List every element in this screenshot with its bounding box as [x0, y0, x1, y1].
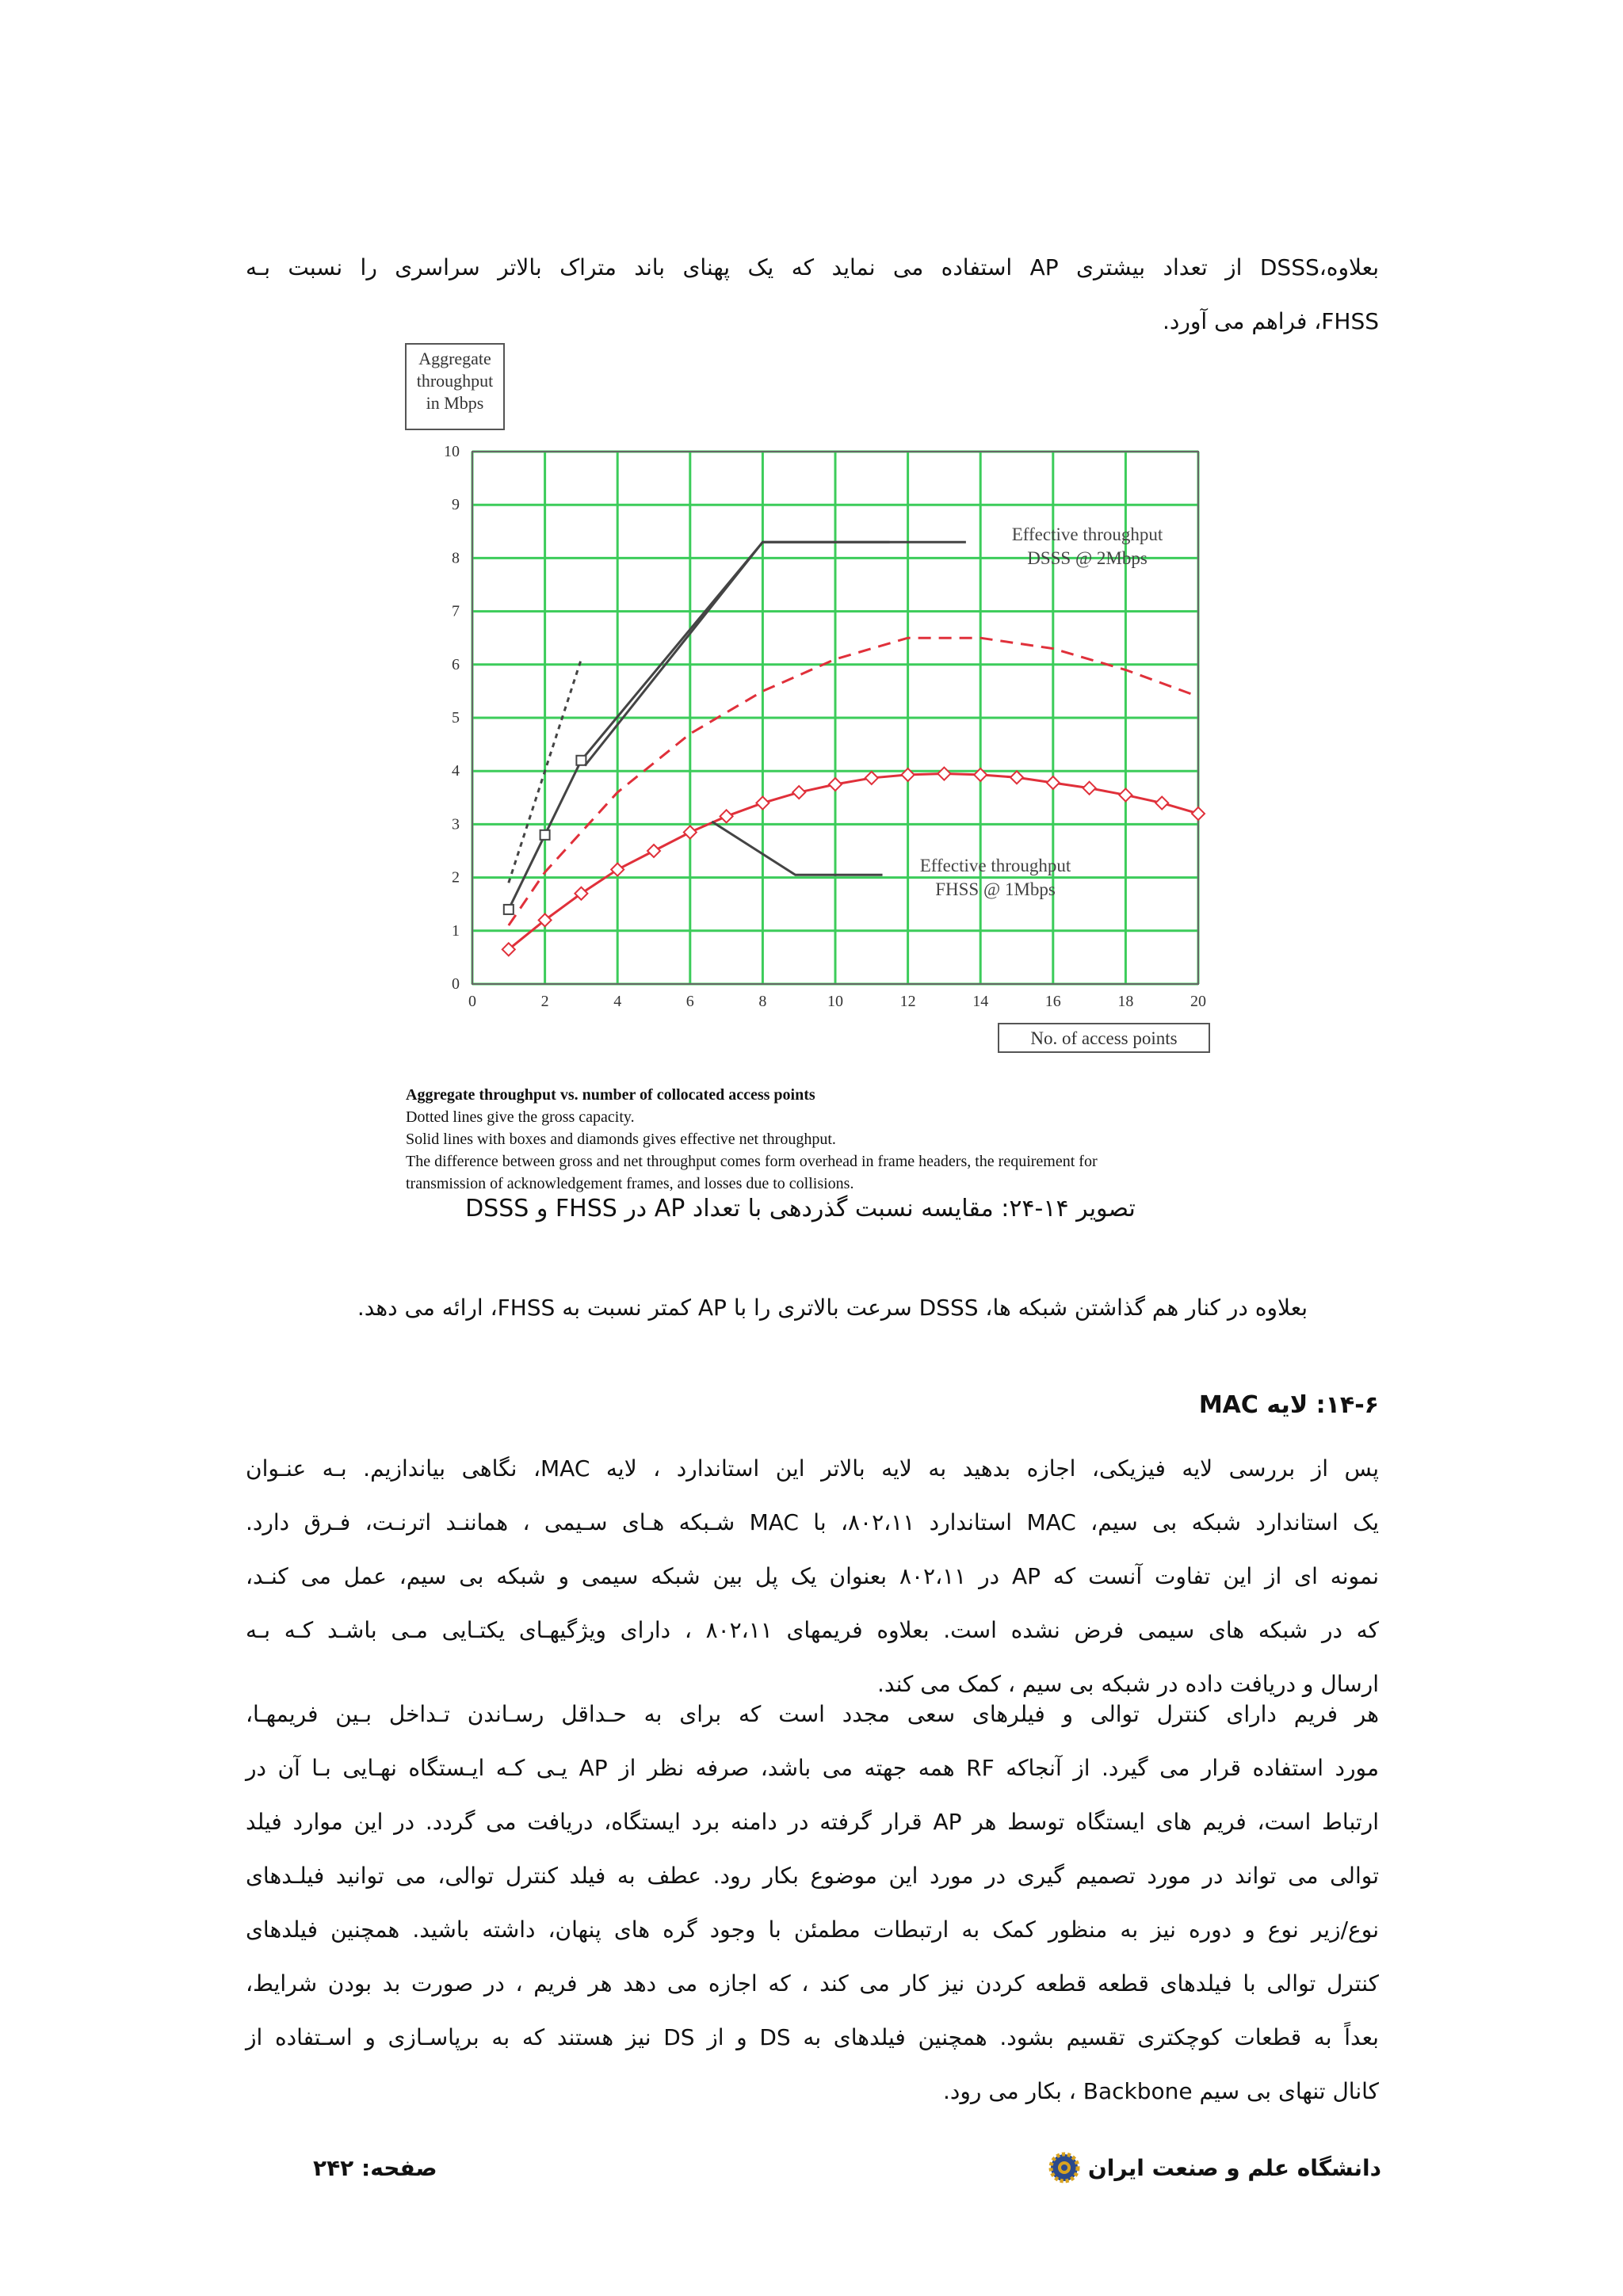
x-tick-label: 4 — [613, 993, 622, 1010]
ylabel-line-1: Aggregate — [418, 349, 491, 368]
ylabel-line-3: in Mbps — [426, 393, 484, 413]
body2-line: ارتباط است، فریم های ایستگاه توسط هر AP قرار گرفته در دامنه برد ایستگاه، دریافت می گردد. در این موارد فیلد — [246, 1809, 1379, 1835]
data-point-diamond — [938, 768, 950, 780]
y-tick-label: 10 — [444, 443, 460, 460]
caption-title: Aggregate throughput vs. number of collocated access points — [406, 1086, 815, 1104]
body1-line: ارسال و دریافت داده در شبکه بی سیم ، کمک می کند. — [876, 1671, 1379, 1697]
y-tick-label: 7 — [452, 602, 460, 620]
body2-line: توالی می تواند در مورد تصمیم گیری در مورد این موضوع بکار رود. عطف به فیلد کنترل توالی، می توانید فیلـدهای — [246, 1863, 1379, 1889]
x-tick-label: 10 — [827, 993, 843, 1010]
x-tick-label: 12 — [899, 993, 916, 1010]
ylabel-line-2: throughput — [416, 371, 494, 391]
data-point-diamond — [720, 810, 733, 822]
throughput-figure — [396, 341, 1228, 1196]
data-point-diamond — [1119, 788, 1132, 801]
y-tick-label: 2 — [452, 868, 460, 887]
x-tick-label: 16 — [1044, 993, 1061, 1010]
body2-line: کنترل توالی با فیلدهای قطعه قطعه کردن نیز کار می کند ، که اجازه می دهد هر فریم ، در صورت بد بودن شرایط، — [246, 1970, 1379, 1997]
y-tick-label: 8 — [452, 549, 460, 567]
series-line-fhss-effective — [509, 774, 1198, 950]
data-point-box — [504, 905, 514, 914]
data-point-diamond — [865, 772, 878, 784]
body2-line: کانال تنهای بی سیم Backbone ، بکار می رود. — [943, 2078, 1379, 2104]
y-tick-label: 4 — [452, 762, 460, 780]
intro-paragraph — [246, 241, 1379, 349]
section-heading: ۱۴-۶: لایه MAC — [1198, 1391, 1379, 1419]
x-tick-label: 0 — [468, 993, 476, 1010]
caption-line: The difference between gross and net throughput comes form overhead in frame headers, the requirement for — [406, 1153, 1098, 1170]
intro-line-2: FHSS، فراهم می آورد. — [1163, 308, 1379, 334]
throughput-chart — [396, 341, 1228, 1054]
body1-line: نمونه ای از این تفاوت آنست که AP در ۸۰۲،۱۱ بعنوان یک پل بین شبکه سیمی و شبکه بی سیم، عمل می کنـد، — [246, 1563, 1380, 1589]
data-point-diamond — [829, 778, 842, 791]
body-paragraph-2 — [246, 1688, 1379, 2119]
caption-line: Dotted lines give the gross capacity. — [406, 1108, 635, 1126]
intro-line-1: بعلاوه،DSSS از تعداد بیشتری AP استفاده می نماید که یک پهنای باند متراک بالاتر سراسری را نسبت بـه — [246, 254, 1379, 280]
body2-line: هر فریم دارای کنترل توالی و فیلرهای سعی مجدد است که برای به حـداقل رسـاندن تـداخل بـین فریمهـا، — [246, 1701, 1379, 1727]
data-point-diamond — [684, 826, 697, 838]
page-number: صفحه: ۲۴۲ — [313, 2155, 437, 2181]
x-tick-label: 8 — [758, 993, 767, 1010]
data-point-diamond — [756, 797, 769, 810]
data-point-diamond — [647, 845, 660, 857]
y-tick-label: 5 — [452, 709, 460, 727]
body2-line: نوع/زیر نوع و دوره نیز به منظور کمک به ارتبطات مطمئن با وجود گره های پنهان، داشته باشید. همچنین فیلدهای — [246, 1917, 1379, 1943]
annotation-fhss-line-1: Effective throughput — [919, 856, 1071, 875]
caption-line: Solid lines with boxes and diamonds gives effective net throughput. — [406, 1131, 836, 1148]
body-paragraph-1 — [246, 1442, 1379, 1711]
y-tick-label: 9 — [452, 496, 460, 514]
data-point-diamond — [1155, 797, 1168, 810]
figure-caption-english — [406, 1084, 1230, 1195]
data-point-diamond — [792, 786, 805, 799]
series-line-dsss-effective — [509, 542, 890, 910]
annotation-leader-fhss — [712, 822, 882, 875]
caption-line: transmission of acknowledgement frames, and losses due to collisions. — [406, 1175, 854, 1192]
data-point-box — [576, 756, 586, 765]
body1-line: پس از بررسی لایه فیزیکی، اجازه بدهید به لایه بالاتر این استاندارد ، لایه MAC، نگاهی بیاندازیم. بـه عنـوان — [246, 1455, 1379, 1482]
body2-line: مورد استفاده قرار می گیرد. از آنجاکه RF همه جهته می باشد، صرفه نظر از AP یـی کـه ایـستگاه نهـایی بـا آن در — [246, 1755, 1379, 1781]
body2-line: بعداً به قطعات کوچکتری تقسیم بشود. همچنین فیلدهای به DS و از DS نیز هستند که به برپاسـازی و اسـتفاده از — [246, 2024, 1379, 2050]
university-logo-icon — [1048, 2152, 1080, 2183]
annotation-dsss-line-2: DSSS @ 2Mbps — [1027, 548, 1148, 568]
x-tick-label: 14 — [972, 993, 989, 1010]
x-tick-label: 18 — [1117, 993, 1134, 1010]
footer-university — [1048, 2152, 1381, 2183]
y-tick-label: 1 — [452, 921, 460, 940]
y-tick-label: 0 — [452, 975, 460, 993]
y-tick-label: 6 — [452, 655, 460, 673]
data-point-diamond — [611, 864, 624, 876]
x-tick-label: 6 — [685, 993, 694, 1010]
y-tick-label: 3 — [452, 815, 460, 833]
after-figure-paragraph: بعلاوه در کنار هم گذاشتن شبکه ها، DSSS سرعت بالاتری را با AP کمتر نسبت به FHSS، ارائه می دهد. — [357, 1295, 1308, 1321]
body1-line: که در شبکه های سیمی فرض نشده است. بعلاوه فریمهای ۸۰۲،۱۱ ، دارای ویژگیهـای یکتـایی مـی باشـد کـه بـه — [246, 1617, 1379, 1643]
xlabel-text: No. of access points — [1030, 1028, 1178, 1048]
data-point-diamond — [1047, 776, 1060, 789]
annotation-fhss-line-2: FHSS @ 1Mbps — [935, 879, 1056, 899]
data-point-diamond — [1083, 782, 1096, 795]
data-point-box — [540, 830, 550, 840]
university-name: دانشگاه علم و صنعت ایران — [1087, 2154, 1381, 2181]
body1-line: یک استاندارد شبکه بی سیم، MAC استاندارد ۸۰۲،۱۱، با MAC شـبکه هـای سـیمی ، هماننـد اترنـت، فـرق دارد. — [246, 1509, 1379, 1535]
figure-caption-persian: تصویر ۱۴-۲۴: مقایسه نسبت گذردهی با تعداد AP در FHSS و DSSS — [465, 1195, 1136, 1222]
annotation-dsss-line-1: Effective throughput — [1011, 524, 1163, 544]
x-tick-label: 20 — [1190, 993, 1206, 1010]
data-point-diamond — [1010, 771, 1023, 784]
x-tick-label: 2 — [540, 993, 549, 1010]
data-point-diamond — [1192, 807, 1205, 820]
